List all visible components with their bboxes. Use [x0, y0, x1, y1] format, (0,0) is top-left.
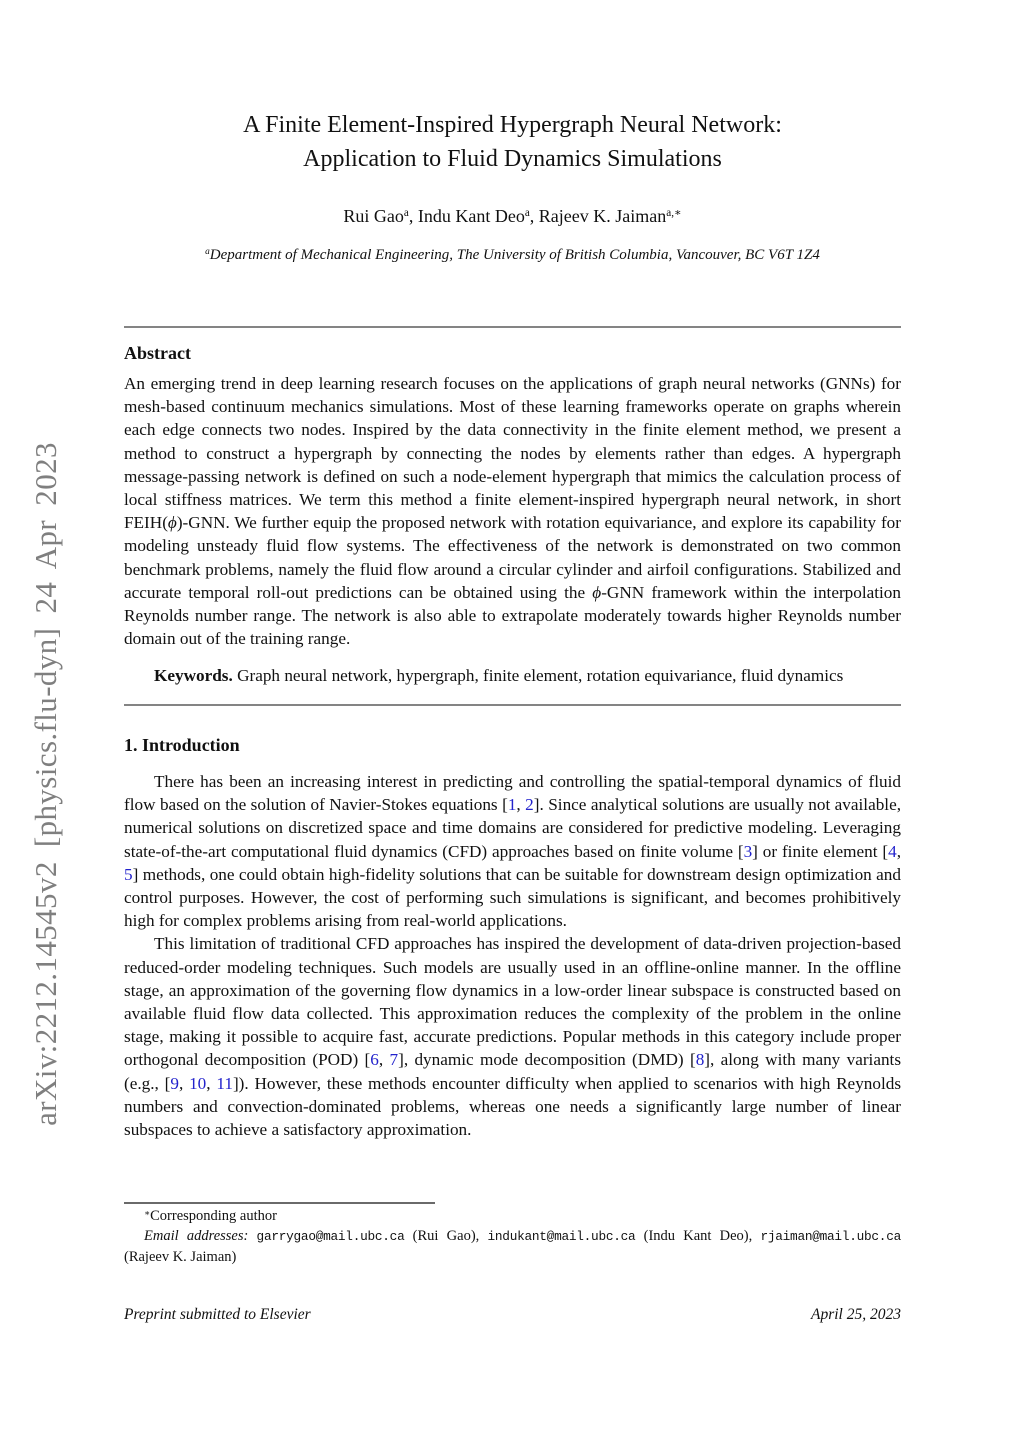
text-run: ]. Since analytical solutions are usually not available, numerical solutions on discretized space and time domains are considered for predictive modeling. Leveraging state-of-the-art computational fluid dynamics (CFD) approaches based on finite volume [ — [124, 795, 902, 861]
text-run: , — [516, 795, 526, 815]
text-run: ], along with many variants (e.g., [ — [124, 1050, 902, 1093]
arxiv-watermark: arXiv:2212.14545v2 [physics.flu-dyn] 24 Apr 2023 — [28, 442, 63, 1126]
footnote-block — [124, 1206, 901, 1267]
text-run: ] methods, one could obtain high-fidelity solutions that can be suitable for downstream design optimization and control purposes. However, the cost of performing such simulations is significant, and becomes prohibitively high for complex problems arising from real-world applications. — [124, 864, 901, 931]
authors-line — [124, 206, 901, 227]
bold-label: Keywords. — [154, 666, 233, 685]
intro-paragraph-2 — [124, 932, 901, 1141]
footnote-emails — [124, 1226, 901, 1267]
abstract-heading: Abstract — [124, 343, 191, 363]
text-run: , — [896, 841, 901, 861]
phi-symbol: ϕ — [592, 582, 602, 602]
superscript-marker: a — [524, 207, 530, 220]
citation-link[interactable]: 4 — [888, 841, 897, 861]
text-run: Rui Gao — [343, 206, 404, 226]
footer-right: April 25, 2023 — [811, 1306, 901, 1323]
superscript-marker: a — [403, 207, 409, 220]
text-run: , — [206, 1073, 217, 1093]
email-link[interactable]: garrygao@mail.ubc.ca — [256, 1229, 405, 1244]
paper-title — [124, 108, 901, 176]
text-run: This limitation of traditional CFD approaches has inspired the development of data-driven projection-based reduced-order modeling techniques. Such models are usually used in an offline-online manner. In the offline stage, an approximation of the governing flow dynamics in a low-order linear subspace is constructed based on available fluid flow data collected. This approximation reduces the complexity of the problem in the online stage, making it possible to acquire fast, accurate predictions. Popular methods in this category include proper orthogonal decomposition (POD) [ — [124, 934, 901, 1070]
text-run: There has been an increasing interest in predicting and controlling the spatial-temporal dynamics of fluid flow based on the solution of Navier-Stokes equations [ — [124, 772, 901, 815]
text-run: ], dynamic mode decomposition (DMD) [ — [398, 1050, 696, 1070]
paper-title-line2: Application to Fluid Dynamics Simulations — [303, 146, 722, 172]
text-run: Graph neural network, hypergraph, finite element, rotation equivariance, fluid dynamics — [232, 666, 844, 685]
text-run: , Indu Kant Deo — [408, 206, 525, 226]
introduction-body — [124, 770, 901, 1141]
abstract-text — [124, 372, 901, 650]
citation-link[interactable]: 11 — [216, 1073, 233, 1093]
abstract-rule-bottom — [124, 704, 901, 706]
citation-link[interactable]: 9 — [170, 1073, 179, 1093]
footnote-rule — [124, 1202, 435, 1204]
italic-text: Department of Mechanical Engineering, The University of British Columbia, Vancouver, BC V6T 1Z4 — [209, 247, 820, 263]
citation-link[interactable]: 1 — [507, 795, 517, 815]
text-run: (Rajeev K. Jaiman) — [124, 1249, 237, 1265]
text-run: (Rui Gao), — [404, 1228, 488, 1244]
abstract-rule-top — [124, 326, 901, 328]
superscript-marker: a,∗ — [666, 207, 682, 220]
text-run: , — [378, 1050, 390, 1070]
citation-link[interactable]: 6 — [370, 1050, 379, 1070]
affiliation-line — [124, 247, 901, 264]
keywords-line — [124, 664, 901, 687]
text-run: An emerging trend in deep learning research focuses on the applications of graph neural networks (GNNs) for mesh-based continuum mechanics simulations. Most of these learning frameworks operate on graphs wherein each edge connects two nodes. Inspired by the data connectivity in the finite element method, we present a method to construct a hypergraph by connecting the nodes by elements rather than edges. A hypergraph message-passing network is defined on such a node-element hypergraph that mimics the calculation process of local stiffness matrices. We term this method a finite element-inspired hypergraph neural network, in short FEIH( — [124, 374, 901, 533]
citation-link[interactable]: 10 — [189, 1073, 207, 1093]
superscript-marker: ∗ — [144, 1207, 151, 1218]
citation-link[interactable]: 7 — [389, 1050, 399, 1070]
intro-paragraph-1 — [124, 770, 901, 932]
superscript-marker: a — [205, 247, 210, 258]
text-run: ]). However, these methods encounter difficulty when applied to scenarios with high Reynolds numbers and convection-dominated problems, whereas one needs a significantly large number of linear subspaces to achieve a satisfactory approximation. — [124, 1073, 902, 1140]
citation-link[interactable]: 8 — [695, 1050, 705, 1070]
email-link[interactable]: rjaiman@mail.ubc.ca — [760, 1229, 901, 1244]
text-run: Corresponding author — [150, 1208, 277, 1224]
paper-title-line1: A Finite Element-Inspired Hypergraph Neural Network: — [243, 112, 782, 138]
footnote-corresponding — [124, 1206, 901, 1226]
section-heading-introduction: 1. Introduction — [124, 735, 240, 755]
text-run: -GNN framework within the interpolation Reynolds number range. The network is also able to extrapolate moderately towards higher Reynolds number domain out of the training range. — [124, 582, 901, 649]
text-run: (Indu Kant Deo), — [635, 1228, 761, 1244]
italic-text: Email addresses: — [144, 1228, 257, 1244]
phi-symbol: ϕ — [167, 513, 177, 533]
text-run: , Rajeev K. Jaiman — [529, 206, 667, 226]
page-footer — [124, 1306, 901, 1324]
email-link[interactable]: indukant@mail.ubc.ca — [487, 1229, 636, 1244]
text-run: , — [178, 1073, 190, 1093]
citation-link[interactable]: 2 — [525, 795, 534, 815]
footer-left: Preprint submitted to Elsevier — [124, 1306, 311, 1323]
citation-link[interactable]: 3 — [743, 841, 753, 861]
text-run: )-GNN. We further equip the proposed network with rotation equivariance, and explore its capability for modeling unsteady fluid flow systems. The effectiveness of the network is demonstrated on two common benchmark problems, namely the fluid flow around a circular cylinder and airfoil configurations. Stabilized and accurate temporal roll-out predictions can be obtained using the — [124, 513, 901, 602]
text-run: ] or finite element [ — [752, 841, 889, 861]
citation-link[interactable]: 5 — [124, 864, 133, 884]
